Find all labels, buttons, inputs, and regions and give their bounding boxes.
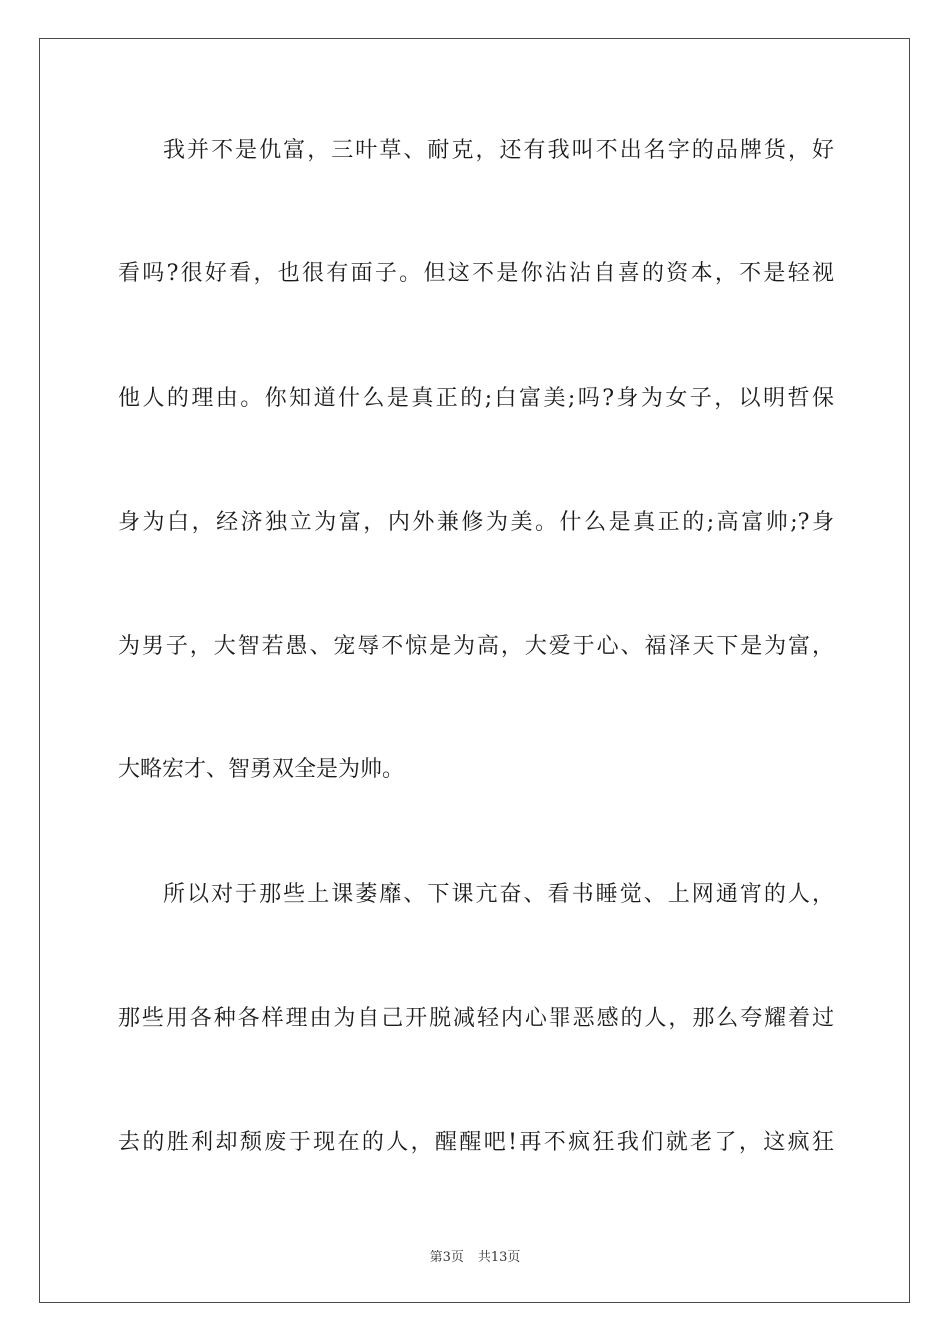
paragraph-2-line-3: 去的胜利却颓废于现在的人，醒醒吧!再不疯狂我们就老了，这疯狂 [118,1130,834,1155]
paragraph-1-line-2: 看吗?很好看，也很有面子。但这不是你沾沾自喜的资本，不是轻视 [118,261,834,286]
paragraph-1-line-6: 大略宏才、智勇双全是为帅。 [118,757,405,782]
page-number: 第3页 [429,1250,464,1265]
paragraph-1-line-5: 为男子，大智若愚、宠辱不惊是为高，大爱于心、福泽天下是为富， [118,634,834,659]
paragraph-2-line-2: 那些用各种各样理由为自己开脱减轻内心罪恶感的人，那么夸耀着过 [118,1006,834,1031]
page-footer [0,1246,950,1265]
paragraph-1-line-1: 我并不是仇富，三叶草、耐克，还有我叫不出名字的品牌货，好 [163,138,834,163]
paragraph-2-line-1: 所以对于那些上课萎靡、下课亢奋、看书睡觉、上网通宵的人， [163,882,834,907]
page-frame [39,38,910,1303]
page-total: 共13页 [477,1250,521,1265]
paragraph-1-line-3: 他人的理由。你知道什么是真正的;白富美;吗?身为女子，以明哲保 [118,386,834,411]
paragraph-1-line-4: 身为白，经济独立为富，内外兼修为美。什么是真正的;高富帅;?身 [118,510,834,535]
